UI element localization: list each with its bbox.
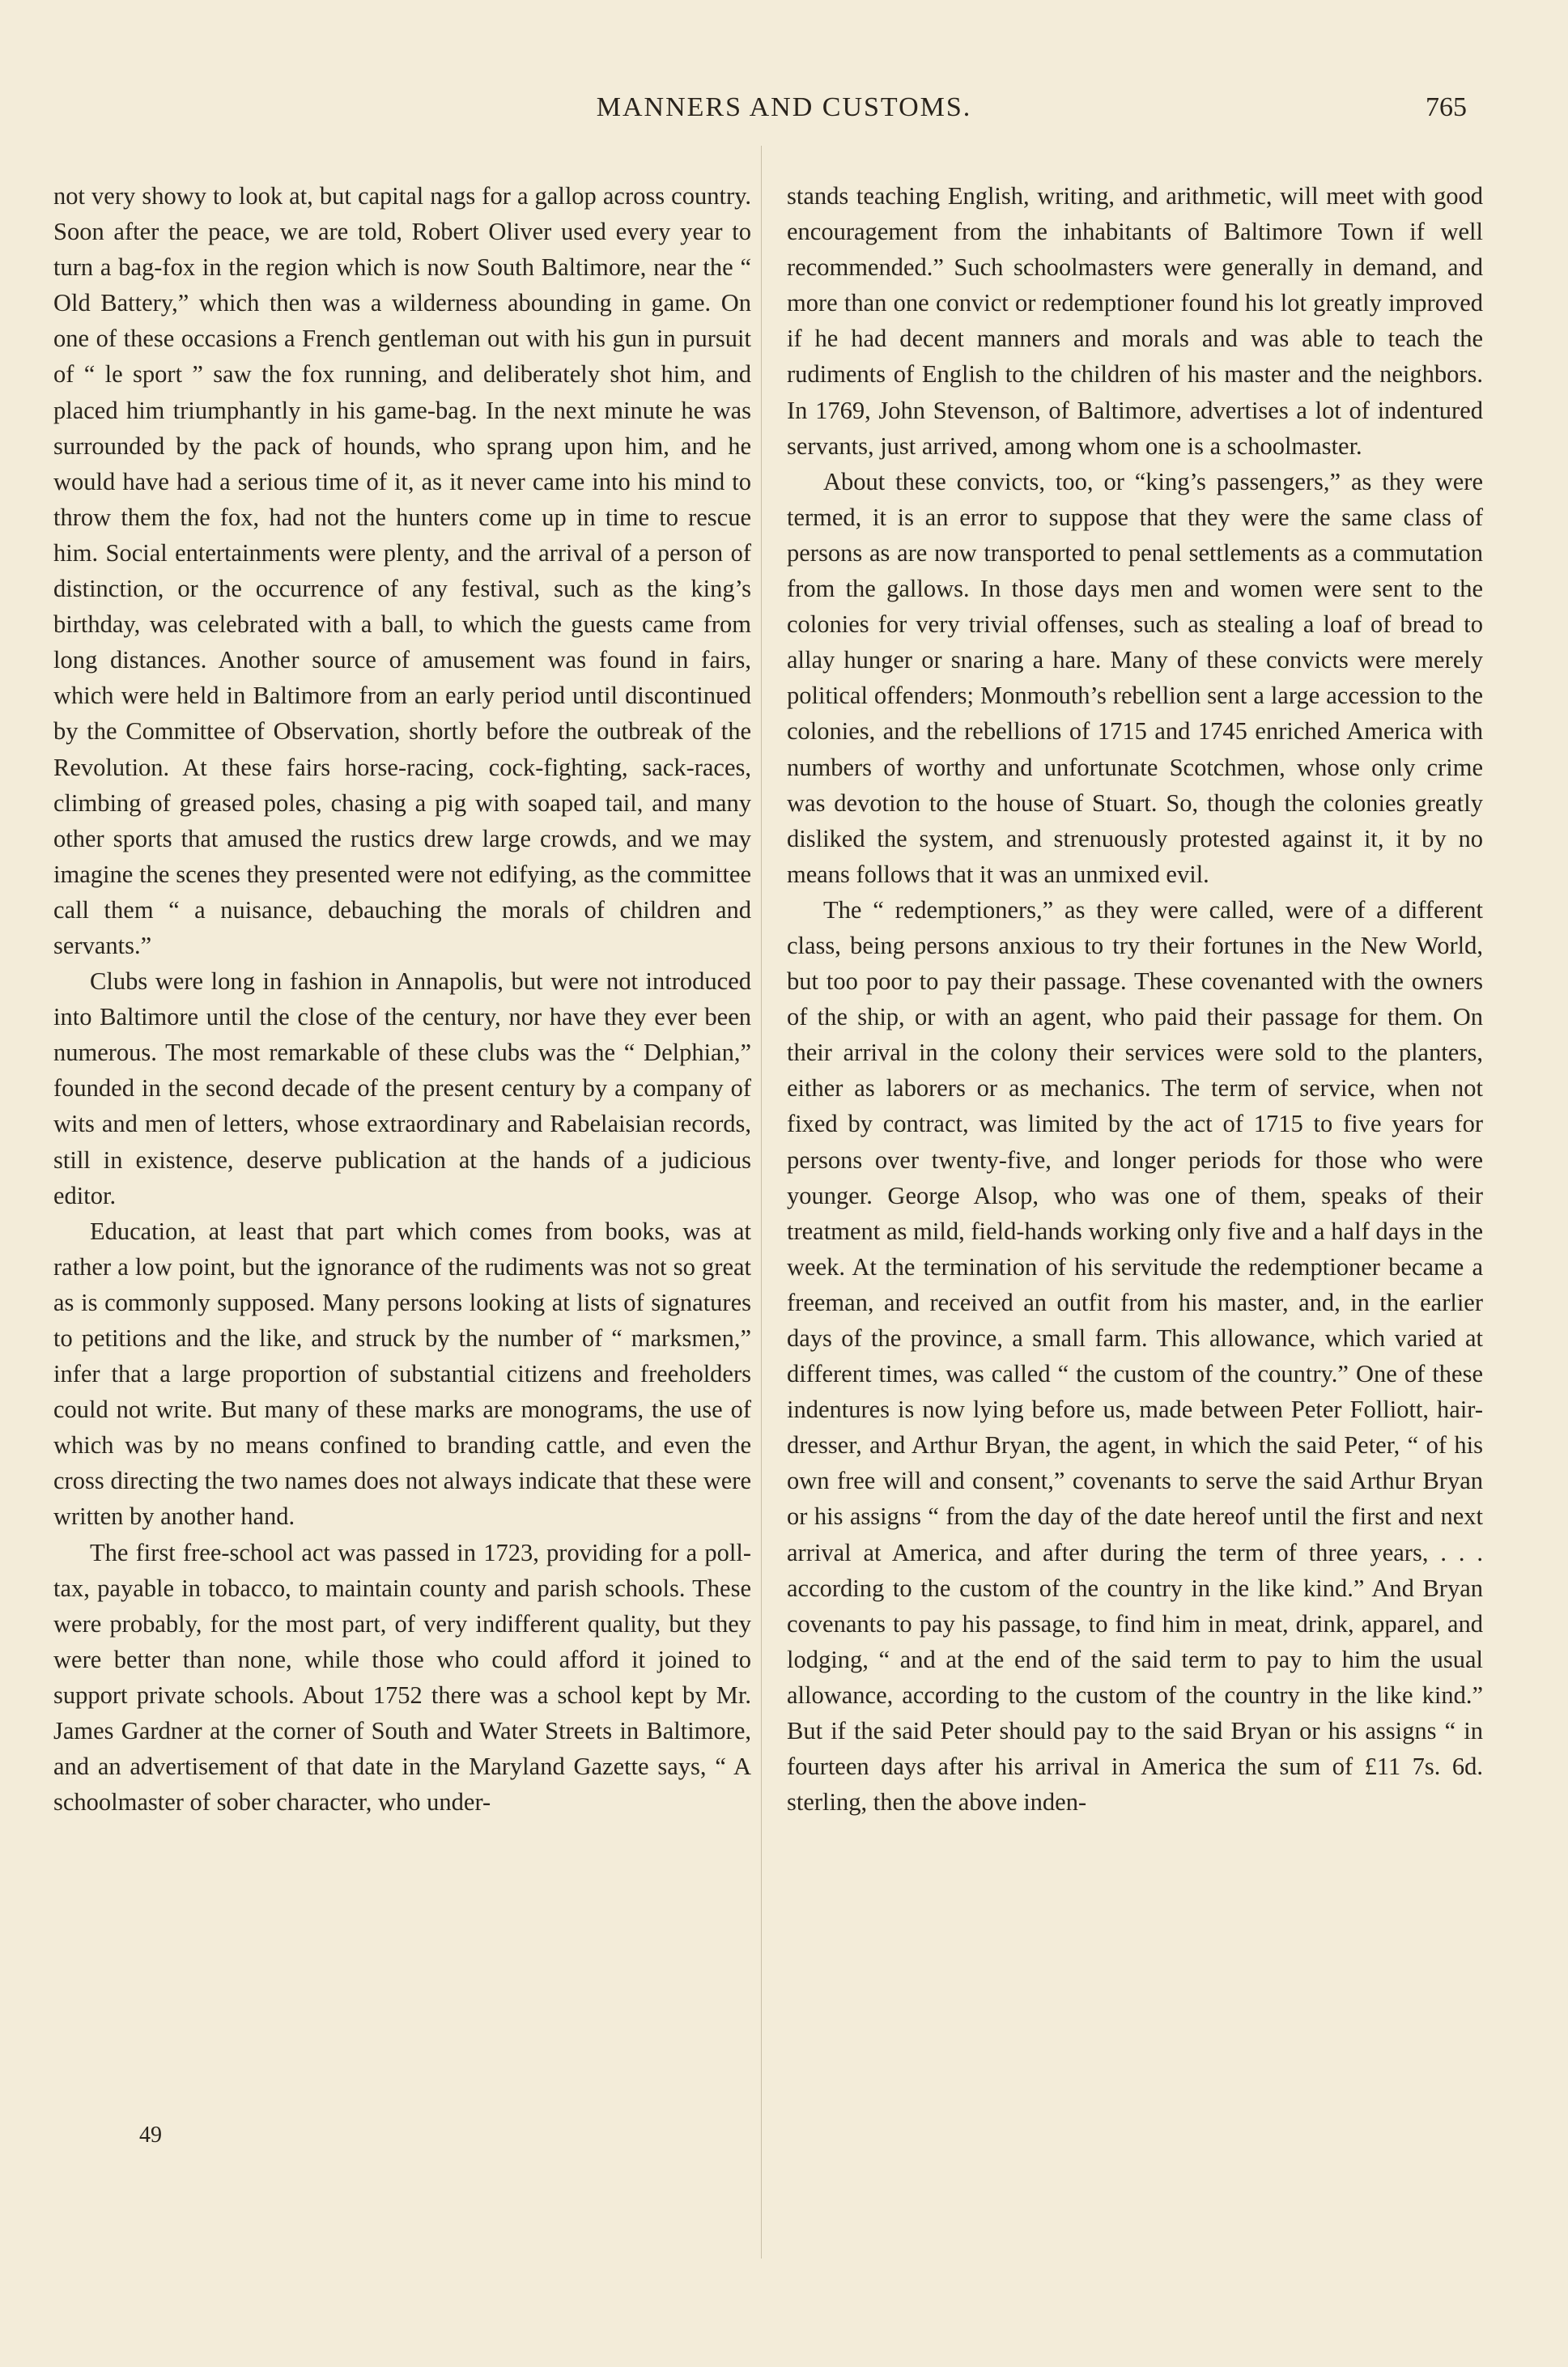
page-header [0, 87, 1568, 128]
column-divider [761, 146, 762, 2259]
paragraph: Clubs were long in fashion in Annapolis, but were not introduced into Baltimore until the close of the century, nor have they ever been numerous. The most remarkable of these clubs was the “ Delphian,” founded in the second decade of the present century by a company of wits and men of letters, whose extraordinary and Rabelaisian records, still in existence, deserve publication at the hands of a judicious editor. [53, 967, 751, 1209]
paragraph: The “ redemptioners,” as they were called, were of a different class, being persons anxious to try their fortunes in the New World, but too poor to pay their passage. These covenanted with the owners of the ship, or with an agent, who paid their passage for them. On their arrival in the colony their services were sold to the planters, either as laborers or as mechanics. The term of service, when not fixed by contract, was limited by the act of 1715 to five years for persons over twenty-five, and longer periods for those who were younger. George Alsop, who was one of them, speaks of their treatment as mild, field-hands working only five and a half days in the week. At the termination of his servitude the redemptioner became a freeman, and received an outfit from his master, and, in the earlier days of the province, a small farm. This allowance, which varied at different times, was called “ the custom of the country.” One of these indentures is now lying before us, made between Peter Folliott, hair-dresser, and Arthur Bryan, the agent, in which the said Peter, “ of his own free will and consent,” covenants to serve the said Arthur Bryan or his assigns “ from the day of the date hereof until the first and next arrival at America, and after during the term of three years, . . . according to the custom of the country in the like kind.” And Bryan covenants to pay his passage, to find him in meat, drink, apparel, and lodging, “ and at the end of the said term to pay to him the usual allowance, according to the custom of the country in the like kind.” But if the said Peter should pay to the said Bryan or his assigns “ in fourteen days after his arrival in America the sum of £11 7s. 6d. sterling, then the above inden- [787, 895, 1483, 1817]
paragraph: not very showy to look at, but capital nags for a gallop across country. Soon after the peace, we are told, Robert Oliver used every year to turn a bag-fox in the region which is now South Baltimore, near the “ Old Battery,” which then was a wilderness abounding in game. On one of these occasions a French gentleman out with his gun in pursuit of “ le sport ” saw the fox running, and deliberately shot him, and placed him triumphantly in his game-bag. In the next minute he was surrounded by the pack of hounds, who sprang upon him, and he would have had a serious time of it, as it never came into his mind to throw them the fox, had not the hunters come up in time to rescue him. Social entertainments were plenty, and the arrival of a person of distinction, or the occurrence of any festival, such as the king’s birthday, was celebrated with a ball, to which the guests came from long distances. Another source of amusement was found in fairs, which were held in Baltimore from an early period until discontinued by the Committee of Observation, shortly before the outbreak of the Revolution. At these fairs horse-racing, cock-fighting, sack-races, climbing of greased poles, chasing a pig with soaped tail, and many other sports that amused the rustics drew large crowds, and we may imagine the scenes they presented were not edifying, as the committee call them “ a nuisance, debauching the morals of children and servants.” [53, 182, 751, 959]
signature-mark: 49 [139, 2123, 162, 2148]
paragraph: stands teaching English, writing, and arithmetic, will meet with good encouragement from the inhabitants of Baltimore Town if well recommended.” Such schoolmasters were generally in demand, and more than one convict or redemptioner found his lot greatly improved if he had decent manners and morals and was able to teach the rudiments of English to the children of his master and the neighbors. In 1769, John Stevenson, of Baltimore, advertises a lot of indentured servants, just arrived, among whom one is a schoolmaster. [787, 182, 1483, 460]
paragraph: About these convicts, too, or “king’s passengers,” as they were termed, it is an error to suppose that they were the same class of persons as are now transported to penal settlements as a commutation from the gallows. In those days men and women were sent to the colonies for very trivial offenses, such as stealing a loaf of bread to allay hunger or snaring a hare. Many of these convicts were merely political offenders; Monmouth’s rebellion sent a large accession to the colonies, and the rebellions of 1715 and 1745 enriched America with numbers of worthy and unfortunate Scotchmen, whose only crime was devotion to the house of Stuart. So, though the colonies greatly disliked the system, and strenuously protested against it, it by no means follows that it was an unmixed evil. [787, 467, 1483, 888]
paragraph: Education, at least that part which comes from books, was at rather a low point, but the ignorance of the rudiments was not so great as is commonly supposed. Many persons looking at lists of signatures to petitions and the like, and struck by the number of “ marksmen,” infer that a large proportion of substantial citizens and freeholders could not write. But many of these marks are monograms, the use of which was by no means confined to branding cattle, and even the cross directing the two names does not always indicate that these were written by another hand. [53, 1217, 751, 1531]
left-column [53, 178, 751, 1820]
running-head: MANNERS AND CUSTOMS. [596, 92, 972, 122]
paragraph: The first free-school act was passed in 1723, providing for a poll-tax, payable in tobacco, to maintain county and parish schools. These were probably, for the most part, of very indifferent quality, but they were better than none, while those who could afford it joined to support private schools. About 1752 there was a school kept by Mr. James Gardner at the corner of South and Water Streets in Baltimore, and an advertisement of that date in the Maryland Gazette says, “ A schoolmaster of sober character, who under- [53, 1538, 751, 1817]
page-number: 765 [1426, 92, 1467, 122]
right-column [787, 178, 1483, 1820]
